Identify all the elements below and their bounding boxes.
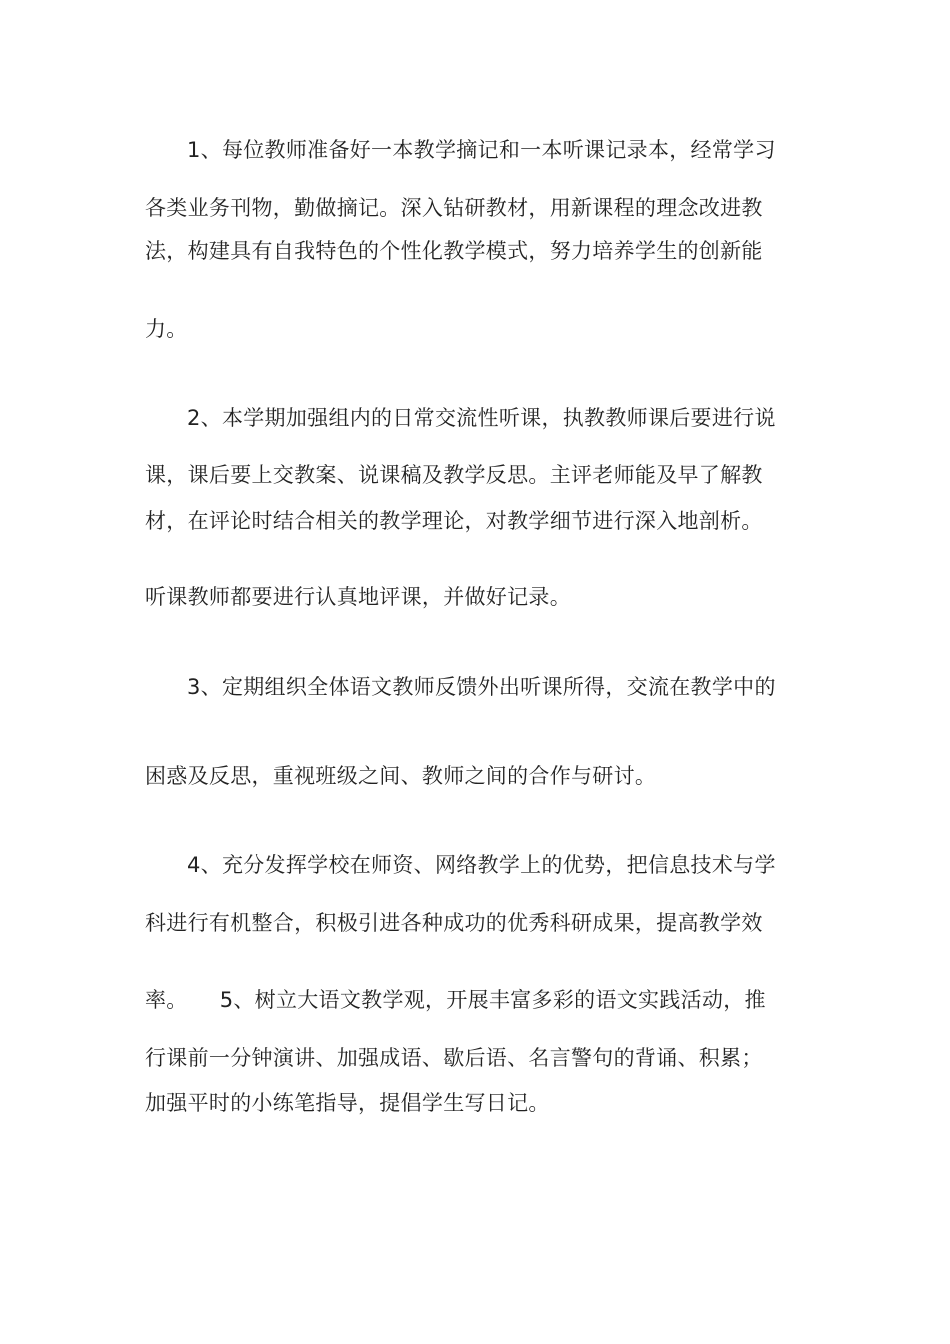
- paragraph-1-line-2: 各类业务刊物，勤做摘记。深入钻研教材，用新课程的理念改进教: [145, 196, 763, 220]
- paragraph-3-line-2: 困惑及反思，重视班级之间、教师之间的合作与研讨。: [145, 764, 657, 788]
- paragraph-1-line-4: 力。: [145, 317, 188, 341]
- paragraph-1-line-3: 法，构建具有自我特色的个性化教学模式，努力培养学生的创新能: [145, 239, 763, 263]
- paragraph-3-line-1: 3、定期组织全体语文教师反馈外出听课所得，交流在教学中的: [187, 675, 776, 699]
- paragraph-4-line-2: 科进行有机整合，积极引进各种成功的优秀科研成果，提高教学效: [145, 911, 763, 935]
- paragraph-2-line-1: 2、本学期加强组内的日常交流性听课，执教教师课后要进行说: [187, 406, 776, 430]
- paragraph-5-line-2: 行课前一分钟演讲、加强成语、歇后语、名言警句的背诵、积累；: [145, 1046, 763, 1070]
- paragraph-2-line-3: 材，在评论时结合相关的教学理论，对教学细节进行深入地剖析。: [145, 509, 763, 533]
- paragraph-1-line-1: 1、每位教师准备好一本教学摘记和一本听课记录本，经常学习: [187, 138, 776, 162]
- paragraph-5-line-3: 加强平时的小练笔指导，提倡学生写日记。: [145, 1091, 550, 1115]
- paragraph-4-line-1: 4、充分发挥学校在师资、网络教学上的优势，把信息技术与学: [187, 853, 776, 877]
- paragraph-2-line-2: 课，课后要上交教案、说课稿及教学反思。主评老师能及早了解教: [145, 463, 763, 487]
- paragraph-2-line-4: 听课教师都要进行认真地评课，并做好记录。: [145, 585, 571, 609]
- paragraph-4-line-3: 率。 5、树立大语文教学观，开展丰富多彩的语文实践活动，推: [145, 988, 766, 1012]
